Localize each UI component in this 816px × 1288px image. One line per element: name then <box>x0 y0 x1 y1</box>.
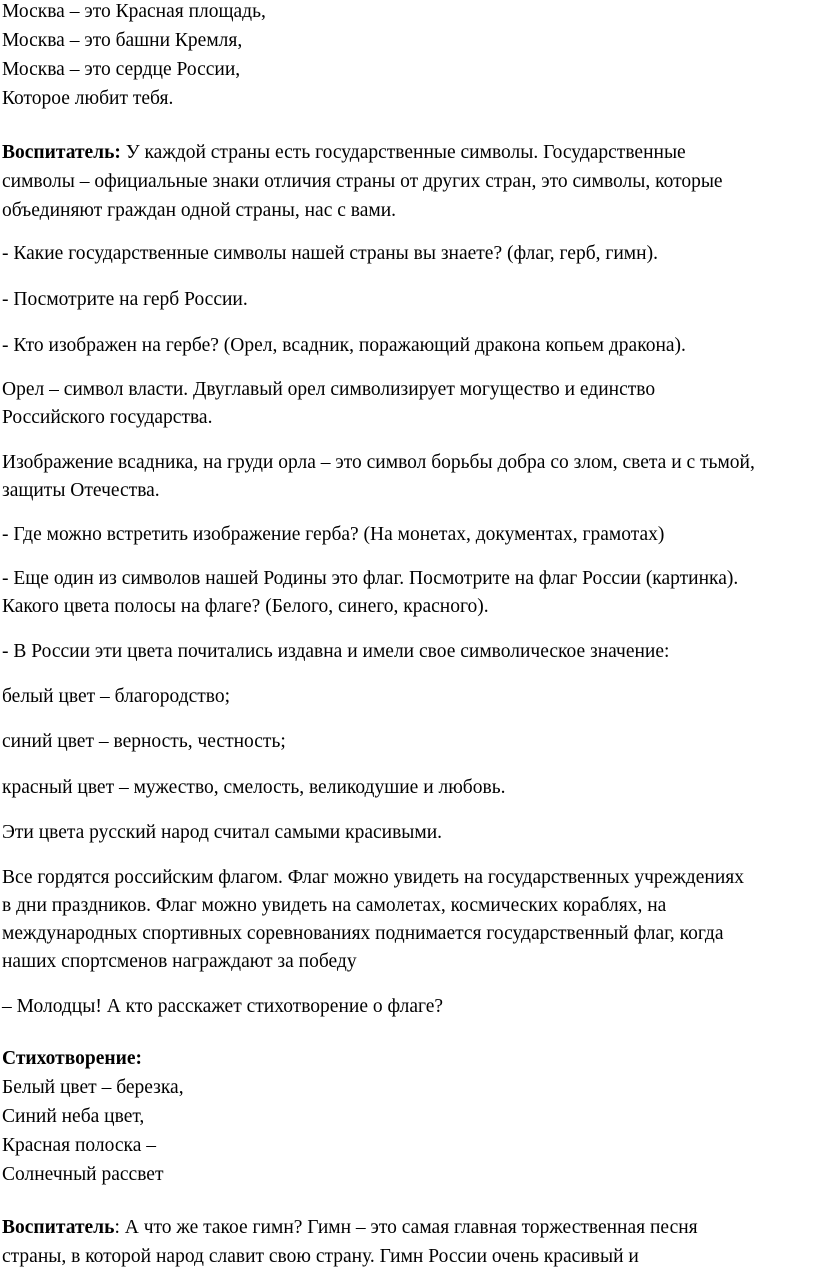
educator-symbols-line-2: символы – официальные знаки отличия страны от других стран, это символы, которые <box>2 171 723 192</box>
poem-flag-heading: Стихотворение: <box>2 1048 142 1069</box>
paragraph-proud-line-1: Все гордятся российским флагом. Флаг можно увидеть на государственных учреждениях <box>2 867 744 888</box>
speaker-label: Воспитатель: <box>2 142 121 163</box>
paragraph-flag-line-1: - Еще один из символов нашей Родины это флаг. Посмотрите на флаг России (картинка). <box>2 568 739 589</box>
paragraph-colors-meaning: - В России эти цвета почитались издавна и имели свое символическое значение: <box>2 641 670 662</box>
educator-symbols-line-3: объединяют граждан одной страны, нас с вами. <box>2 200 397 221</box>
paragraph-well-done: – Молодцы! А кто расскажет стихотворение о флаге? <box>2 996 444 1017</box>
paragraph-blue-color: синий цвет – верность, честность; <box>2 731 286 752</box>
paragraph-look-coat-of-arms: - Посмотрите на герб России. <box>2 289 248 310</box>
speaker-label: Воспитатель <box>2 1217 115 1238</box>
paragraph-proud-line-2: в дни праздников. Флаг можно увидеть на самолетах, космических кораблях, на <box>2 895 667 916</box>
poem-moscow-line-4: Которое любит тебя. <box>2 88 174 109</box>
educator-anthem-line-2: страны, в которой народ славит свою страну. Гимн России очень красивый и <box>2 1246 639 1267</box>
poem-moscow-line-2: Москва – это башни Кремля, <box>2 30 243 51</box>
paragraph-rider-line-2: защиты Отечества. <box>2 480 160 501</box>
paragraph-white-color: белый цвет – благородство; <box>2 686 231 707</box>
poem-flag-line-3: Красная полоска – <box>2 1135 157 1156</box>
paragraph-rider-line-1: Изображение всадника, на груди орла – это символ борьбы добра со злом, света и с тьмой, <box>2 452 755 473</box>
paragraph-eagle-line-1: Орел – символ власти. Двуглавый орел символизирует могущество и единство <box>2 379 656 400</box>
poem-moscow-line-3: Москва – это сердце России, <box>2 59 241 80</box>
educator-anthem-line-1 <box>2 1216 698 1240</box>
educator-symbols-line-1 <box>2 141 686 165</box>
paragraph-where-coat-of-arms: - Где можно встретить изображение герба? (На монетах, документах, грамотах) <box>2 524 665 545</box>
paragraph-question-symbols: - Какие государственные символы нашей страны вы знаете? (флаг, герб, гимн). <box>2 243 658 264</box>
paragraph-flag-line-2: Какого цвета полосы на флаге? (Белого, синего, красного). <box>2 596 489 617</box>
poem-moscow-line-1: Москва – это Красная площадь, <box>2 1 266 22</box>
paragraph-proud-line-3: международных спортивных соревнованиях поднимается государственный флаг, когда <box>2 923 724 944</box>
paragraph-proud-line-4: наших спортсменов награждают за победу <box>2 951 357 972</box>
paragraph-red-color: красный цвет – мужество, смелость, великодушие и любовь. <box>2 777 506 798</box>
poem-flag-line-1: Белый цвет – березка, <box>2 1077 184 1098</box>
paragraph-beautiful-colors: Эти цвета русский народ считал самыми красивыми. <box>2 822 443 843</box>
paragraph-eagle-line-2: Российского государства. <box>2 407 213 428</box>
poem-flag-line-2: Синий неба цвет, <box>2 1106 145 1127</box>
educator-symbols-text: У каждой страны есть государственные символы. Государственные <box>120 142 686 163</box>
paragraph-who-depicted: - Кто изображен на гербе? (Орел, всадник, поражающий дракона копьем дракона). <box>2 335 686 356</box>
poem-flag-line-4: Солнечный рассвет <box>2 1164 164 1185</box>
educator-anthem-text: : А что же такое гимн? Гимн – это самая главная торжественная песня <box>114 1217 698 1238</box>
